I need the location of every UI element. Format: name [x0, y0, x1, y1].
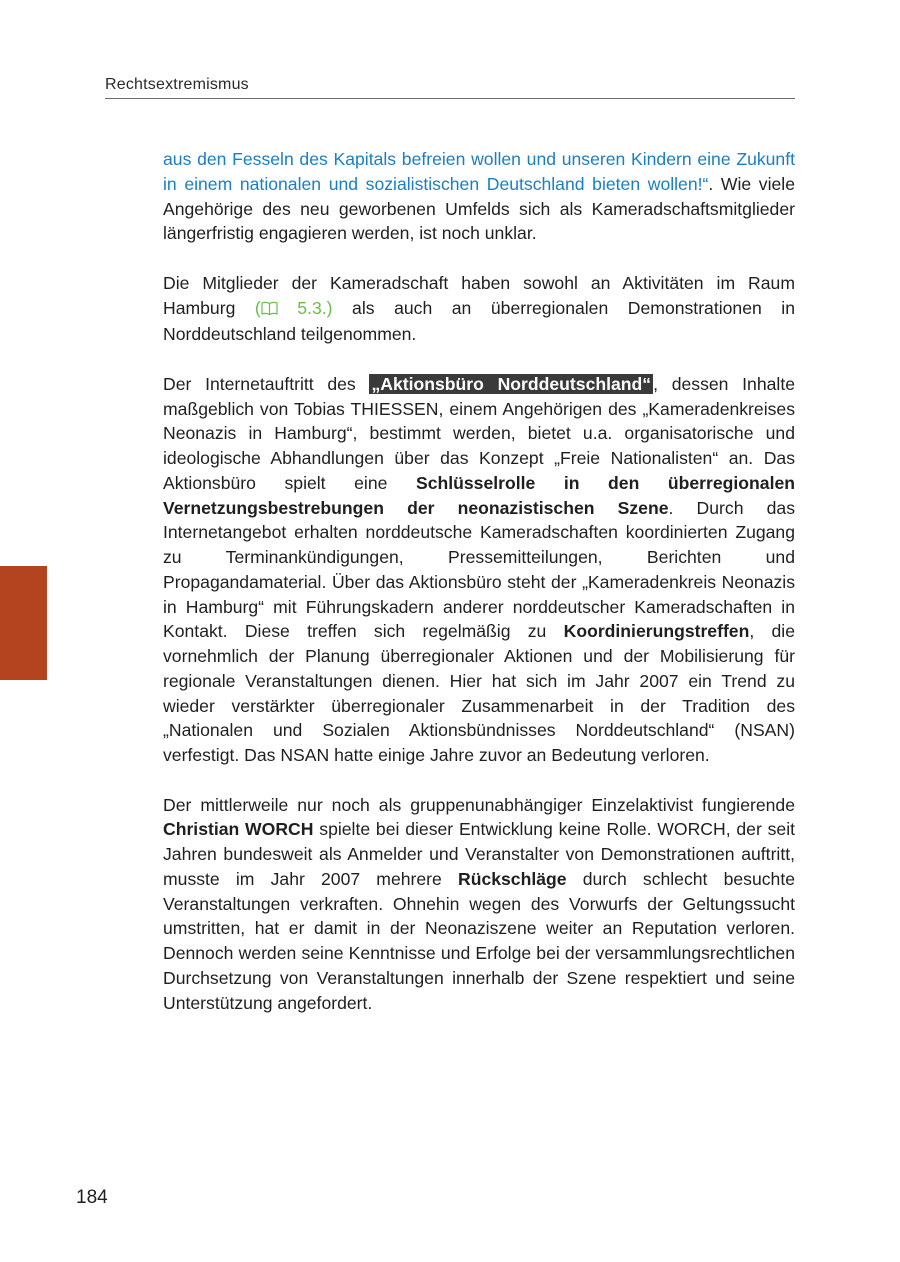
text-span: spielte bei dieser Entwicklung keine Rolle. WORCH, der seit Jahren bundesweit als Anmelder und Veranstalter von Demonstrationen auftritt, musste im Jahr 2007 mehrere: [163, 819, 795, 889]
bold-term: Rückschläge: [458, 868, 567, 889]
text-span: , dessen Inhalte maßgeblich von Tobias THIESSEN, einem Angehörigen des „Kameradenkreises Neonazis in Hamburg“, bestimmt werden, bietet u.a. organisatorische und ideologische Abhandlungen über das Konzept „Freie Nationalisten“ an. Das Aktionsbüro spielt eine: [163, 373, 795, 493]
body-text: [163, 147, 795, 1040]
text-span: Der Internetauftritt des: [163, 373, 370, 394]
text-span: durch schlecht besuchte Veranstaltungen verkraften. Ohnehin wegen des Vorwurfs der Geltungssucht umstritten, hat er damit in der Neonaziszene weiter an Reputation verloren. Dennoch werden seine Kenntnisse und Erfolge bei der versammlungsrechtlichen Durchsetzung von Veranstaltungen innerhalb der Szene respektiert und seine Unterstützung angefordert.: [163, 868, 796, 1013]
paragraph-2: [163, 271, 795, 347]
page-number: 184: [76, 1187, 108, 1208]
running-header: Rechtsextremismus: [105, 76, 249, 93]
bold-term: Schlüsselrolle in den überregionalen Vernetzungsbestrebungen der neonazistischen Szene: [163, 472, 795, 518]
book-icon: [261, 298, 278, 323]
paragraph-1: [163, 147, 795, 246]
highlighted-term: „Aktionsbüro Norddeutschland“: [371, 373, 652, 394]
bold-term: Christian WORCH: [163, 819, 314, 840]
text-span: Der mittlerweile nur noch als gruppenunabhängiger Einzelaktivist fungierende: [163, 794, 795, 815]
text-span: . Durch das Internetangebot erhalten norddeutsche Kameradschaften koordinierten Zugang zu Terminankündigungen, Pressemitteilungen, Berichten und Propagandamaterial. Über das Aktionsbüro steht der „Kameradenkreis Neonazis in Hamburg“ mit Führungskadern anderer norddeutscher Kameradschaften in Kontakt. Diese treffen sich regelmäßig zu: [163, 497, 795, 642]
ref-section: 5.3.): [277, 297, 333, 318]
text-span: als auch an überregionalen Demonstrationen in Norddeutschland teilgenommen.: [163, 297, 796, 345]
text-span: , die vornehmlich der Planung überregionaler Aktionen und der Mobilisierung für regionale Veranstaltungen dienen. Hier hat sich im Jahr 2007 ein Trend zu wieder verstärkter überregionaler Zusammenarbeit in der Tradition des „Nationalen und Sozialen Aktionsbündnisses Norddeutschland“ (NSAN) verfestigt. Das NSAN hatte einige Jahre zuvor an Bedeutung verloren.: [163, 621, 795, 765]
text-span: . Wie viele Angehörige des neu geworbenen Umfelds sich als Kameradschaftsmitglieder längerfristig engagieren werden, ist noch unklar.: [163, 173, 795, 244]
chapter-color-tab: [0, 566, 47, 680]
header-divider: [105, 98, 795, 99]
quoted-text: aus den Fesseln des Kapitals befreien wollen und unseren Kindern eine Zukunft in einem nationalen und sozialistischen Deutschland bieten wollen!“: [163, 149, 795, 194]
text-span: Die Mitglieder der Kameradschaft haben sowohl an Aktivitäten im Raum Hamburg: [163, 272, 795, 318]
ref-open-paren: (: [254, 297, 261, 318]
cross-reference-link[interactable]: [255, 298, 333, 318]
bold-term: Koordinierungstreffen: [563, 621, 750, 642]
paragraph-3: [163, 372, 795, 768]
paragraph-4: [163, 793, 795, 1016]
